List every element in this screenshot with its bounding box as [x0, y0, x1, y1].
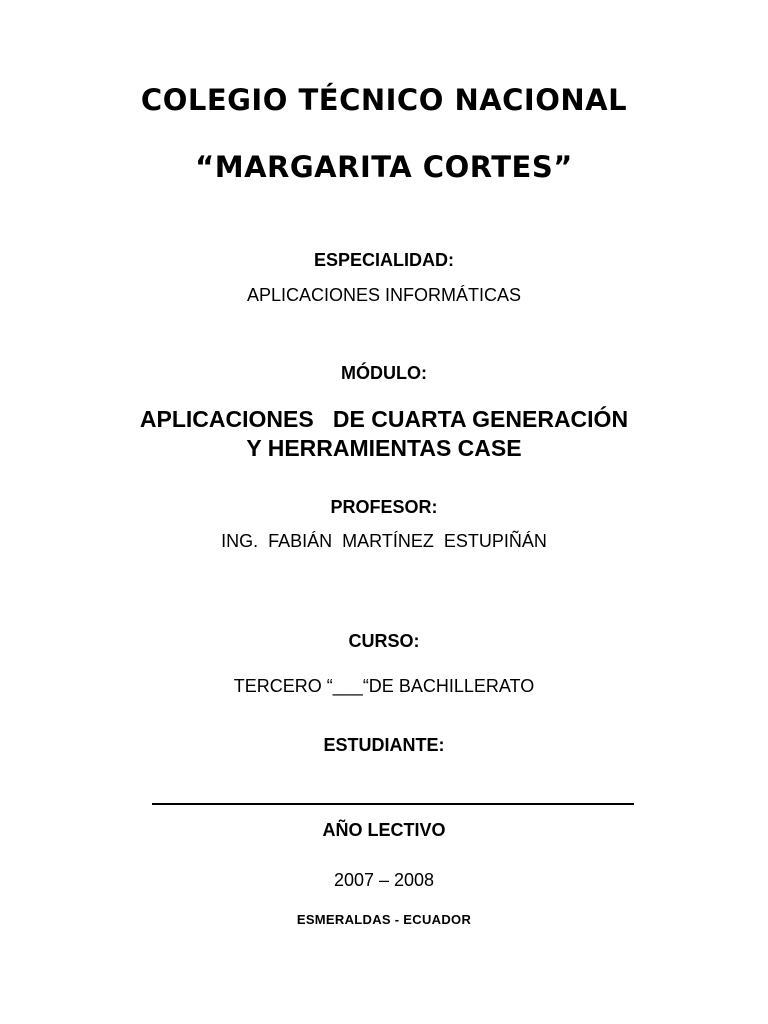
professor-name: ING. FABIÁN MARTÍNEZ ESTUPIÑÁN — [221, 531, 547, 551]
specialty-value: APLICACIONES INFORMÁTICAS — [246, 285, 522, 305]
module-label: MÓDULO: — [341, 363, 427, 383]
module-title-line-2: Y HERRAMIENTAS CASE — [246, 435, 522, 461]
student-name-blank-line — [152, 803, 634, 805]
course-label: CURSO: — [348, 631, 420, 651]
professor-label: PROFESOR: — [330, 497, 438, 517]
school-quote-name: “MARGARITA CORTES” — [195, 150, 573, 184]
course-value: TERCERO “___“DE BACHILLERATO — [233, 676, 535, 696]
specialty-label: ESPECIALIDAD: — [313, 250, 454, 270]
location-footer: ESMERALDAS - ECUADOR — [296, 912, 472, 927]
school-year-label: AÑO LECTIVO — [322, 820, 446, 840]
module-title-line-1: APLICACIONES DE CUARTA GENERACIÓN — [139, 406, 629, 432]
school-name: COLEGIO TÉCNICO NACIONAL — [140, 83, 628, 117]
student-label: ESTUDIANTE: — [323, 735, 445, 755]
school-year-value: 2007 – 2008 — [333, 870, 435, 890]
